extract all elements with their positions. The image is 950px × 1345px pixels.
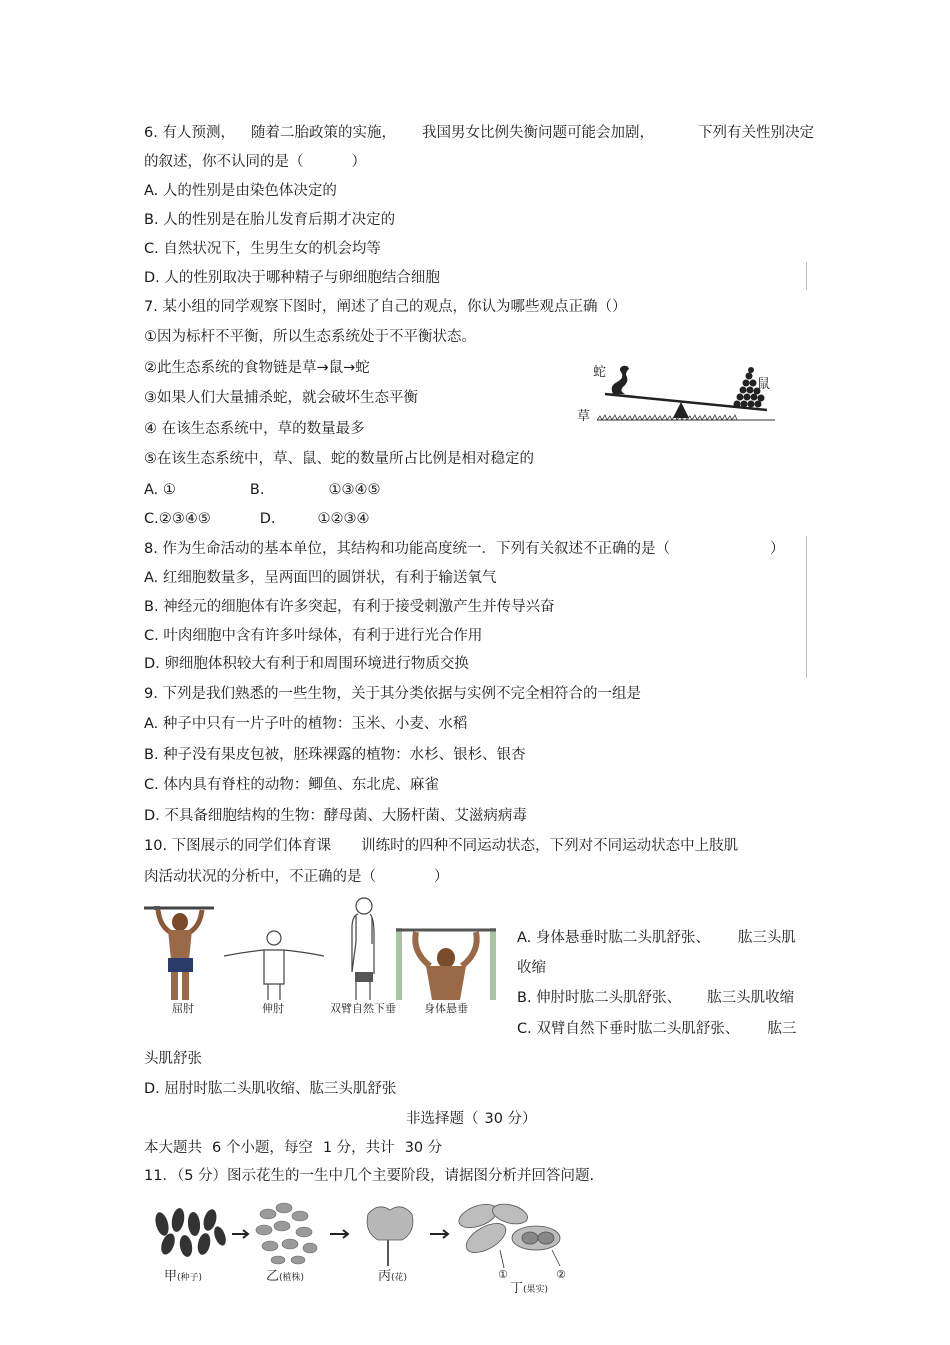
q8-option-b: B. 神经元的细胞体有许多突起，有利于接受刺激产生并传导兴奋 (144, 599, 555, 615)
q9-stem: 9. 下列是我们熟悉的一些生物，关于其分类依据与实例不完全相符合的一组是 (144, 686, 641, 702)
peanut-lifecycle-figure (148, 1194, 580, 1300)
arrow-icon (330, 1230, 348, 1238)
peanut-seeds-icon (153, 1207, 228, 1258)
q10-option-c-line1: C. 双臂自然下垂时肱二头肌舒张、 肱三 (517, 1021, 797, 1037)
margin-line (806, 536, 807, 678)
label-mouse: 鼠 (757, 377, 771, 392)
arms-down-person-icon (352, 898, 374, 1000)
peanut-plant-icon (256, 1203, 317, 1264)
arrow-icon (430, 1230, 448, 1238)
q10-option-c-line2: 头肌舒张 (144, 1051, 202, 1067)
q9-option-c: C. 体内具有脊柱的动物：鲫鱼、东北虎、麻雀 (144, 777, 439, 793)
snake-icon (612, 366, 629, 394)
fig-label-arms-down: 双臂自然下垂 (330, 1002, 396, 1015)
arms-extended-person-icon (224, 931, 324, 1000)
fruit-mark-1: ① (498, 1268, 508, 1281)
q6-stem-line1: 6. 有人预测， 随着二胎政策的实施， 我国男女比例失衡问题可能会加剧， 下列有关性别决定 (144, 125, 814, 141)
hanging-person-icon (396, 928, 496, 1000)
fig-label-extend: 伸肘 (262, 1002, 284, 1015)
q10-stem-line2: 肉活动状况的分析中，不正确的是（ ） (144, 869, 449, 885)
q6-option-b: B. 人的性别是在胎儿发育后期才决定的 (144, 212, 396, 228)
q6-option-d: D. 人的性别取决于哪种精子与卵细胞结合细胞 (144, 270, 440, 286)
section-description: 本大题共 6 个小题，每空 1 分，共计 30 分 (144, 1140, 443, 1156)
label-grass: 草 (577, 409, 591, 424)
q10-option-a-line2: 收缩 (517, 960, 546, 976)
arrow-icon (232, 1230, 248, 1238)
q8-option-c: C. 叶肉细胞中含有许多叶绿体，有利于进行光合作用 (144, 628, 483, 644)
q6-stem-line2: 的叙述，你不认同的是（ ） (144, 154, 366, 170)
q6-option-c: C. 自然状况下，生男生女的机会均等 (144, 241, 381, 257)
grass-icon (597, 415, 737, 420)
q7-statement-2: ②此生态系统的食物链是草→鼠→蛇 (144, 360, 370, 376)
margin-line (806, 262, 807, 290)
fig-label-flex: 屈肘 (172, 1002, 194, 1015)
stage-label-fruit: 丁(果实) (510, 1281, 549, 1296)
stage-label-flower: 丙(花) (378, 1269, 408, 1284)
q8-stem: 8. 作为生命活动的基本单位，其结构和功能高度统一．下列有关叙述不正确的是（ ） (144, 541, 785, 557)
q8-option-d: D. 卵细胞体积较大有利于和周围环境进行物质交换 (144, 656, 469, 672)
q7-options-ab: A. ① B. ①③④⑤ (144, 482, 381, 498)
q9-option-b: B. 种子没有果皮包被，胚珠裸露的植物：水杉、银杉、银杏 (144, 747, 526, 763)
section-title: 非选择题（ 30 分） (406, 1111, 537, 1127)
stage-label-plant: 乙(植株) (266, 1269, 305, 1284)
q7-statement-1: ①因为标杆不平衡，所以生态系统处于不平衡状态。 (144, 329, 476, 345)
q7-statement-3: ③如果人们大量捕杀蛇，就会破坏生态平衡 (144, 390, 418, 406)
q7-options-cd: C.②③④⑤ D. ①②③④ (144, 511, 370, 527)
q10-option-d: D. 屈肘时肱二头肌收缩、肱三头肌舒张 (144, 1081, 397, 1097)
q8-option-a: A. 红细胞数量多，呈两面凹的圆饼状，有利于输送氧气 (144, 570, 497, 586)
q6-option-a: A. 人的性别是由染色体决定的 (144, 183, 337, 199)
q10-stem-line1: 10. 下图展示的同学们体育课 训练时的四种不同运动状态，下列对不同运动状态中上肢肌 (144, 838, 739, 854)
q7-statement-4: ④ 在该生态系统中，草的数量最多 (144, 421, 365, 437)
q11-stem: 11．（5 分）图示花生的一生中几个主要阶段，请据图分析并回答问题. (144, 1168, 595, 1184)
q10-option-b: B. 伸肘时肱二头肌舒张、 肱三头肌收缩 (517, 990, 795, 1006)
seesaw-figure (575, 358, 780, 428)
q7-statement-5: ⑤在该生态系统中，草、鼠、蛇的数量所占比例是相对稳定的 (144, 451, 534, 467)
fruit-mark-2: ② (556, 1268, 566, 1281)
q7-stem: 7. 某小组的同学观察下图时，阐述了自己的观点，你认为哪些观点正确（） (144, 299, 627, 315)
q9-option-d: D. 不具备细胞结构的生物：酵母菌、大肠杆菌、艾滋病病毒 (144, 808, 527, 824)
peanut-flower-icon (367, 1207, 413, 1266)
q10-option-a-line1: A. 身体悬垂时肱二头肌舒张、 肱三头肌 (517, 930, 796, 946)
pullup-person-icon (144, 906, 214, 1000)
stage-label-seed: 甲(种子) (164, 1269, 203, 1284)
q9-option-a: A. 种子中只有一片子叶的植物：玉米、小麦、水稻 (144, 716, 468, 732)
peanut-fruit-icon (456, 1200, 560, 1259)
label-snake: 蛇 (593, 365, 607, 380)
exercise-figure (144, 892, 506, 1020)
fig-label-hanging: 身体悬垂 (424, 1002, 468, 1015)
fulcrum-icon (673, 402, 689, 418)
